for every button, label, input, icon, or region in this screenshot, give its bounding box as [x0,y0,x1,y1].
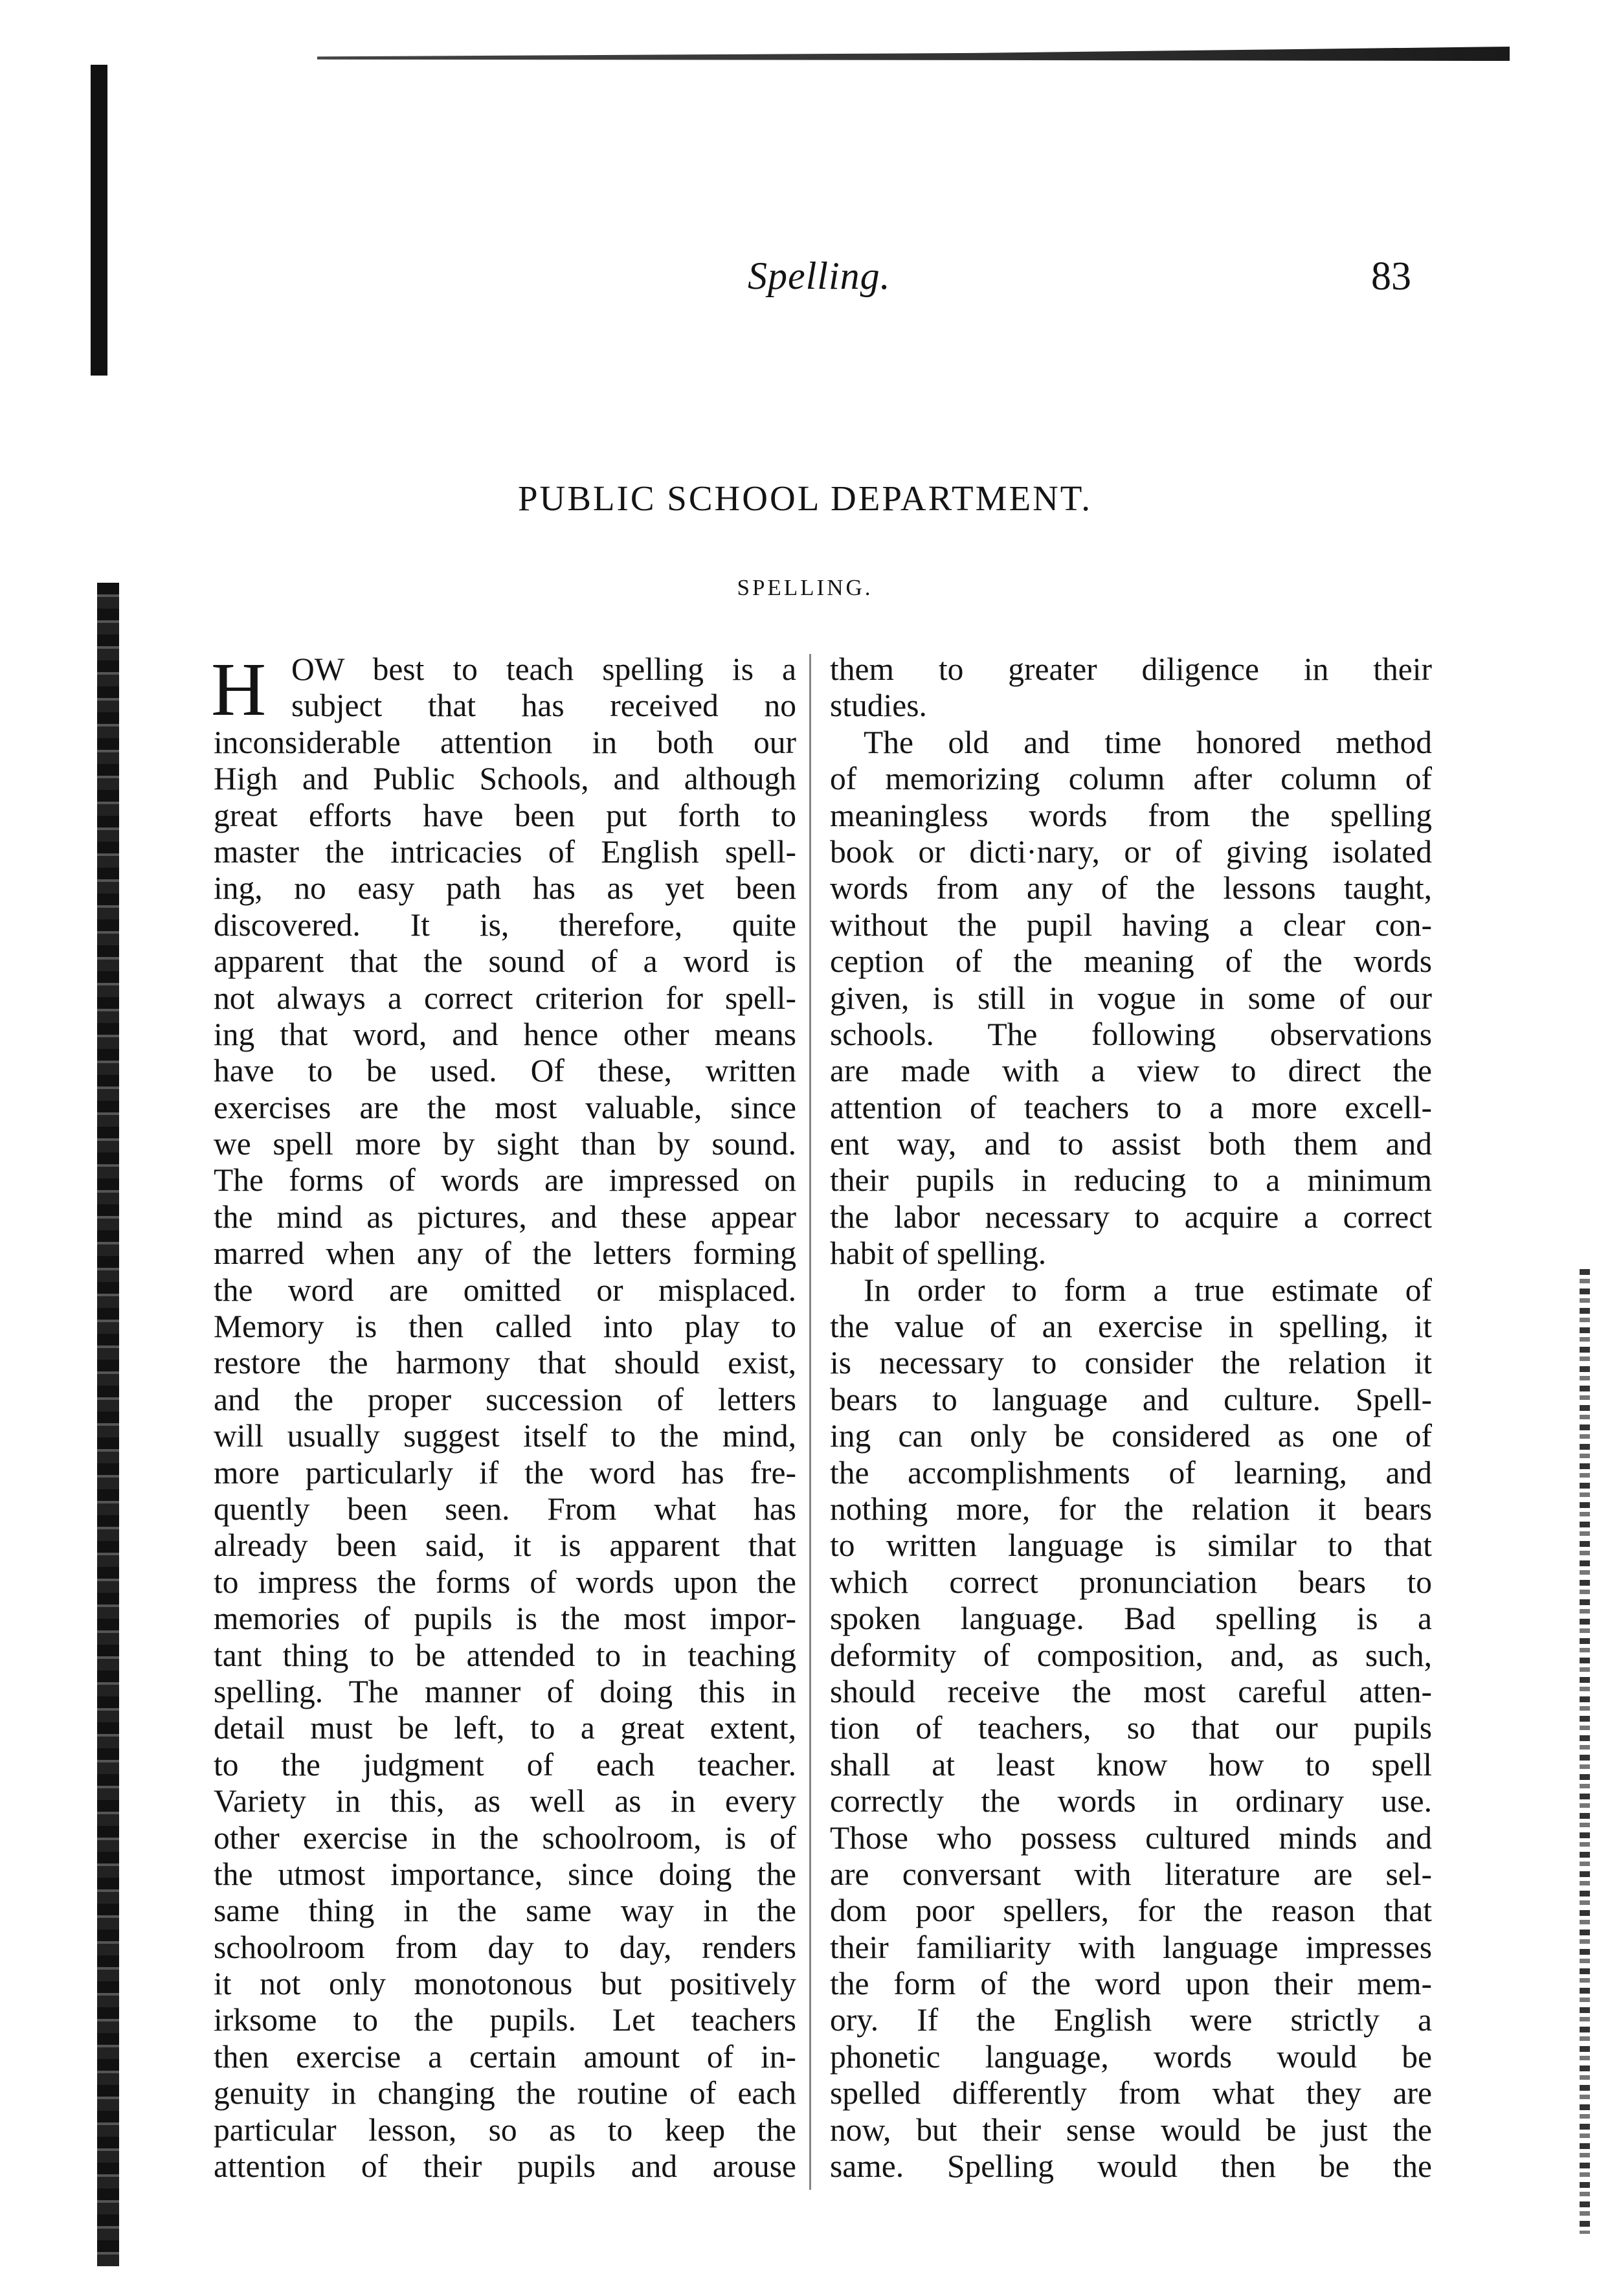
text-line: master the intricacies of English spell- [214,833,796,870]
text-line: Variety in this, as well as in every [214,1783,796,1819]
text-line: ing can only be considered as one of [830,1418,1432,1454]
text-line: bears to language and culture. Spell- [830,1381,1432,1417]
text-line: words from any of the lessons taught, [830,870,1432,906]
text-line: attention of teachers to a more excell- [830,1089,1432,1125]
text-line: inconsiderable attention in both our [214,724,796,760]
text-line: meaningless words from the spelling [830,797,1432,833]
drop-cap: H [211,647,267,732]
left-column [214,651,796,2185]
page-number: 83 [1371,254,1411,298]
text-line: genuity in changing the routine of each [214,2075,796,2111]
text-line: it not only monotonous but positively [214,1966,796,2002]
text-line: exercises are the most valuable, since [214,1089,796,1125]
text-line: the form of the word upon their mem- [830,1966,1432,2002]
text-line: book or dicti·nary, or of giving isolated [830,833,1432,870]
text-line: The forms of words are impressed on [214,1162,796,1199]
text-line: schoolroom from day to day, renders [214,1929,796,1965]
text-line: restore the harmony that should exist, [214,1345,796,1381]
text-line: then exercise a certain amount of in- [214,2038,796,2075]
top-border-rule [317,47,1510,61]
text-line: their familiarity with language impresses [830,1929,1432,1965]
text-line: of memorizing column after column of [830,761,1432,797]
text-line: now, but their sense would be just the [830,2111,1432,2148]
text-line: are made with a view to direct the [830,1053,1432,1089]
text-line: have to be used. Of these, written [214,1053,796,1089]
text-line: discovered. It is, therefore, quite [214,906,796,943]
text-line: more particularly if the word has fre- [214,1454,796,1491]
text-line: the accomplishments of learning, and [830,1454,1432,1491]
text-line: without the pupil having a clear con- [830,906,1432,943]
text-line: attention of their pupils and arouse [214,2148,796,2185]
text-line: other exercise in the schoolroom, is of [214,1819,796,1856]
text-line: the mind as pictures, and these appear [214,1199,796,1235]
text-line: phonetic language, words would be [830,2038,1432,2075]
text-line: shall at least know how to spell [830,1746,1432,1783]
text-line: subject that has received no [291,688,796,724]
text-line: should receive the most careful atten- [830,1673,1432,1709]
text-line: are conversant with literature are sel- [830,1856,1432,1892]
text-line: will usually suggest itself to the mind, [214,1418,796,1454]
text-line: ing, no easy path has as yet been [214,870,796,906]
text-line: not always a correct criterion for spell- [214,980,796,1016]
text-line: great efforts have been put forth to [214,797,796,833]
text-line: to impress the forms of words upon the [214,1564,796,1600]
text-line: same. Spelling would then be the [830,2148,1432,2185]
text-line: ory. If the English were strictly a [830,2002,1432,2038]
text-line: marred when any of the letters forming [214,1235,796,1272]
text-line: memories of pupils is the most impor- [214,1601,796,1637]
running-title: Spelling. [748,254,891,297]
text-line: the labor necessary to acquire a correct [830,1199,1432,1235]
text-line: the word are omitted or misplaced. [214,1272,796,1308]
text-line: we spell more by sight than by sound. [214,1126,796,1162]
text-line: given, is still in vogue in some of our [830,980,1432,1016]
text-line: them to greater diligence in their [830,651,1432,687]
text-line: In order to form a true estimate of [864,1272,1432,1308]
text-line: ent way, and to assist both them and [830,1126,1432,1162]
text-line: Memory is then called into play to [214,1309,796,1345]
text-line: The old and time honored method [864,724,1432,760]
text-line: irksome to the pupils. Let teachers [214,2002,796,2038]
right-column [830,651,1432,2185]
text-line: habit of spelling. [830,1235,1047,1272]
binding-edge-lower [97,583,119,2266]
text-line: ception of the meaning of the words [830,943,1432,980]
article-title: SPELLING. [737,575,873,600]
text-line: spoken language. Bad spelling is a [830,1601,1432,1637]
text-line: same thing in the same way in the [214,1893,796,1929]
text-line: the value of an exercise in spelling, it [830,1309,1432,1345]
column-divider [809,654,811,2190]
section-title: PUBLIC SCHOOL DEPARTMENT. [517,478,1093,518]
text-line: tion of teachers, so that our pupils [830,1710,1432,1746]
text-line: schools. The following observations [830,1016,1432,1052]
text-line: which correct pronunciation bears to [830,1564,1432,1600]
text-line: detail must be left, to a great extent, [214,1710,796,1746]
right-edge-scan-artifact [1580,1269,1590,2234]
text-line: particular lesson, so as to keep the [214,2111,796,2148]
text-line: OW best to teach spelling is a [291,651,796,687]
text-line: studies. [830,688,927,724]
text-line: tant thing to be attended to in teaching [214,1637,796,1673]
text-line: nothing more, for the relation it bears [830,1491,1432,1527]
text-line: ing that word, and hence other means [214,1016,796,1052]
text-line: dom poor spellers, for the reason that [830,1893,1432,1929]
text-line: spelled differently from what they are [830,2075,1432,2111]
text-line: the utmost importance, since doing the [214,1856,796,1892]
text-line: to the judgment of each teacher. [214,1746,796,1783]
text-line: correctly the words in ordinary use. [830,1783,1432,1819]
text-line: is necessary to consider the relation it [830,1345,1432,1381]
text-line: apparent that the sound of a word is [214,943,796,980]
text-line: quently been seen. From what has [214,1491,796,1527]
text-line: already been said, it is apparent that [214,1527,796,1564]
text-line: to written language is similar to that [830,1527,1432,1564]
text-line: their pupils in reducing to a minimum [830,1162,1432,1199]
text-line: Those who possess cultured minds and [830,1819,1432,1856]
text-line: deformity of composition, and, as such, [830,1637,1432,1673]
text-line: spelling. The manner of doing this in [214,1673,796,1709]
binding-edge-upper [91,65,107,376]
text-line: and the proper succession of letters [214,1381,796,1417]
text-line: High and Public Schools, and although [214,761,796,797]
